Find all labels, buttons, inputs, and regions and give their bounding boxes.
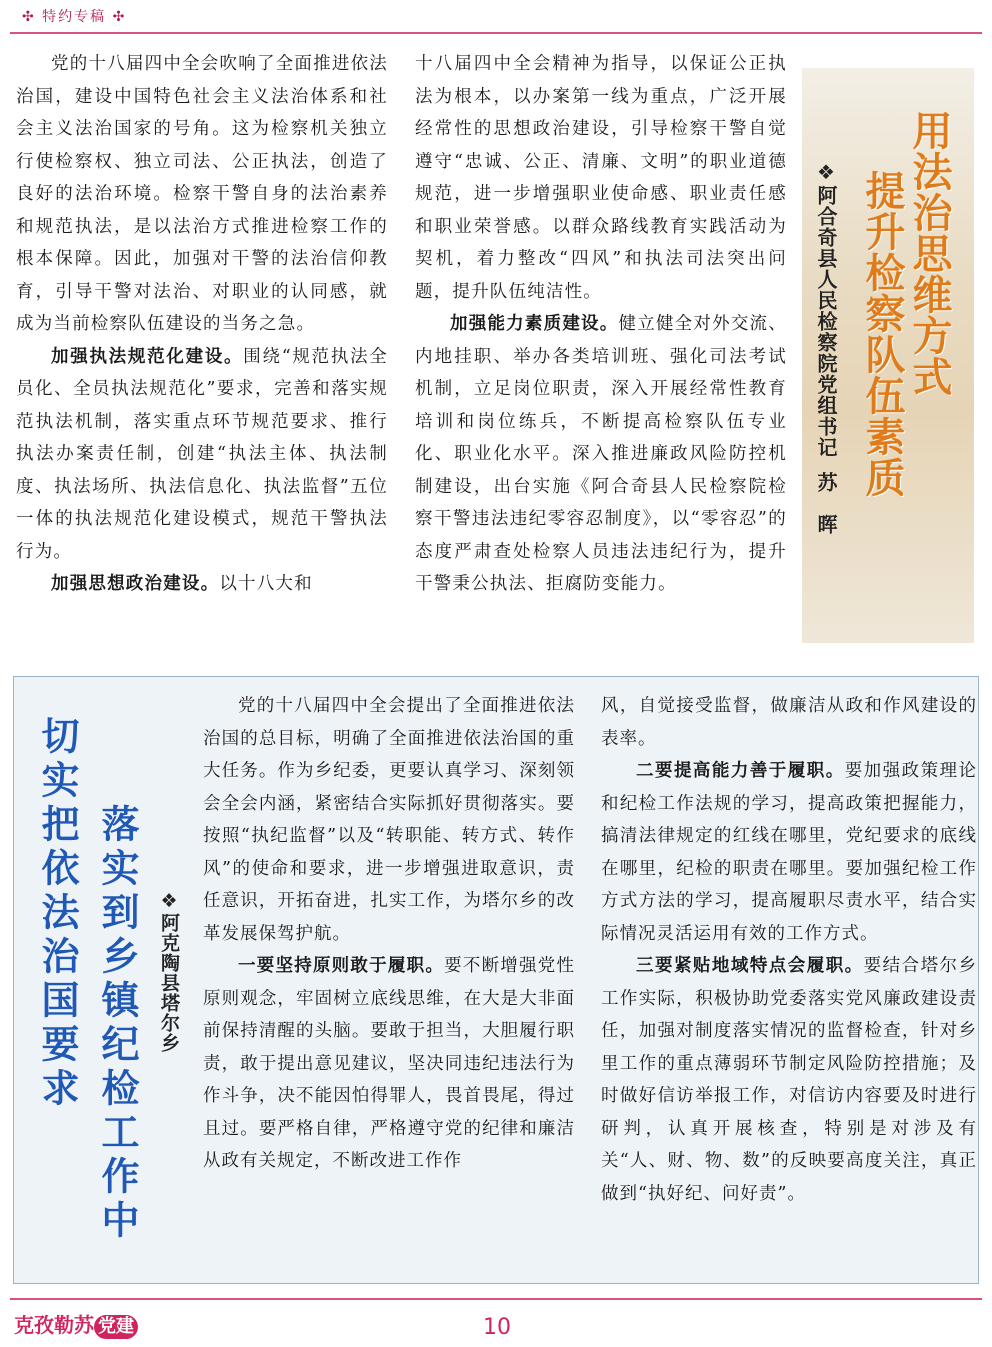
top-article-column-1 [16, 48, 388, 601]
bottom-article-column-1 [203, 690, 575, 1178]
paragraph: 十八届四中全会精神为指导，以保证公正执法为根本，以办案第一线为重点，广泛开展经常性的思想政治建设，引导检察干警自觉遵守“忠诚、公正、清廉、文明”的职业道德规范，进一步增强职业使命感、职业责任感和职业荣誉感。以群众路线教育实践活动为契机，着力整改“四风”和执法司法突出问题，提升队伍纯洁性。 [415, 54, 787, 302]
page-number: 10 [483, 1315, 511, 1340]
brand-text: 克孜勒苏 [14, 1313, 94, 1337]
bottom-article-author: ❖阿克陶县塔尔乡 [158, 890, 180, 1053]
bottom-title-line-2: 落实到乡镇纪检工作中 [95, 804, 140, 1244]
magazine-brand [14, 1309, 138, 1339]
article-author [812, 160, 841, 535]
paragraph: 三要紧贴地域特点会履职。要结合塔尔乡工作实际，积极协助党委落实党风廉政建设责任，加强对制度落实情况的监督检查，针对乡里工作的重点薄弱环节制定风险防控措施；及时做好信访举报工作，对信访内容要及时进行研判，认真开展核查，特别是对涉及有关“人、财、物、数”的反映要高度关注，真正做到“执好纪、问好责”。 [601, 956, 978, 1204]
subheading: 加强执法规范化建设。 [51, 346, 244, 367]
author-name: 苏 晖 [814, 472, 838, 535]
paragraph: 加强能力素质建设。健立健全对外交流、内地挂职、举办各类培训班、强化司法考试机制，立足岗位职责，深入开展经常性教育培训和岗位练兵，不断提高检察队伍专业化、职业化水平。深入推进廉政风险防控机制建设，出台实施《阿合奇县人民检察院检察干警违法违纪零容忍制度》，以“零容忍”的态度严肃查处检察人员违法违纪行为，提升干警秉公执法、拒腐防变能力。 [415, 314, 787, 594]
footer-divider [10, 1298, 982, 1300]
top-article-column-2 [415, 48, 787, 601]
author-unit: ❖阿合奇县人民检察院党组书记 [814, 160, 838, 458]
bottom-article-column-2 [601, 690, 977, 1210]
bottom-title-line-1: 切实把依法治国要求 [35, 716, 80, 1112]
subheading: 二要提高能力善于履职。 [636, 761, 845, 781]
paragraph: 一要坚持原则敢于履职。要不断增强党性原则观念，牢固树立底线思维，在大是大非面前保持清醒的头脑。要敢于担当，大胆履行职责，敢于提出意见建议，坚决同违纪违法行为作斗争，决不能因怕得罪人，畏首畏尾，得过且过。要严格自律，严格遵守党的纪律和廉洁从政有关规定，不断改进工作作 [203, 956, 576, 1171]
article-title-line-2: 提升检察队伍素质 [859, 170, 905, 498]
paragraph: 二要提高能力善于履职。要加强政策理论和纪检工作法规的学习，提高政策把握能力，搞清法律规定的红线在哪里，党纪要求的底线在哪里，纪检的职责在哪里。要加强纪检工作方式方法的学习，提高履职尽责水平，结合实际情况灵活运用有效的工作方式。 [601, 761, 978, 944]
subheading: 加强思想政治建设。 [51, 574, 220, 594]
paragraph: 党的十八届四中全会提出了全面推进依法治国的总目标，明确了全面推进依法治国的重大任务。作为乡纪委，更要认真学习、深刻领会全会内涵，紧密结合实际抓好贯彻落实。要按照“执纪监督”以及“转职能、转方式、转作风”的使命和要求，进一步增强进取意识，责任意识，开拓奋进，扎实工作，为塔尔乡的改革发展保驾护航。 [203, 696, 575, 944]
paragraph: 加强思想政治建设。以十八大和 [51, 574, 313, 594]
article-title-line-1: 用法治思维方式 [906, 110, 952, 397]
paragraph: 党的十八届四中全会吹响了全面推进依法治国，建设中国特色社会主义法治体系和社会主义法治国家的号角。这为检察机关独立行使检察权、独立司法、公正执法，创造了良好的法治环境。检察干警自身的法治素养和规范执法，是以法治方式推进检察工作的根本保障。因此，加强对干警的法治信仰教育，引导干警对法治、对职业的认同感，就成为当前检察队伍建设的当务之急。 [16, 54, 388, 334]
section-tag: ✣ 特约专稿 ✣ [22, 9, 127, 25]
subheading: 三要紧贴地域特点会履职。 [636, 956, 864, 976]
subheading: 加强能力素质建设。 [450, 314, 619, 334]
paragraph: 风，自觉接受监督，做廉洁从政和作风建设的表率。 [601, 696, 977, 749]
paragraph: 加强执法规范化建设。围绕“规范执法全员化、全员执法规范化”要求，完善和落实规范执法机制，落实重点环节规范要求、推行执法办案责任制，创建“执法主体、执法制度、执法场所、执法信息化、执法监督”五位一体的执法规范化建设模式，规范干警执法行为。 [16, 346, 388, 562]
brand-pill: 党建 [94, 1315, 138, 1339]
subheading: 一要坚持原则敢于履职。 [238, 956, 445, 976]
header-divider [10, 32, 982, 34]
